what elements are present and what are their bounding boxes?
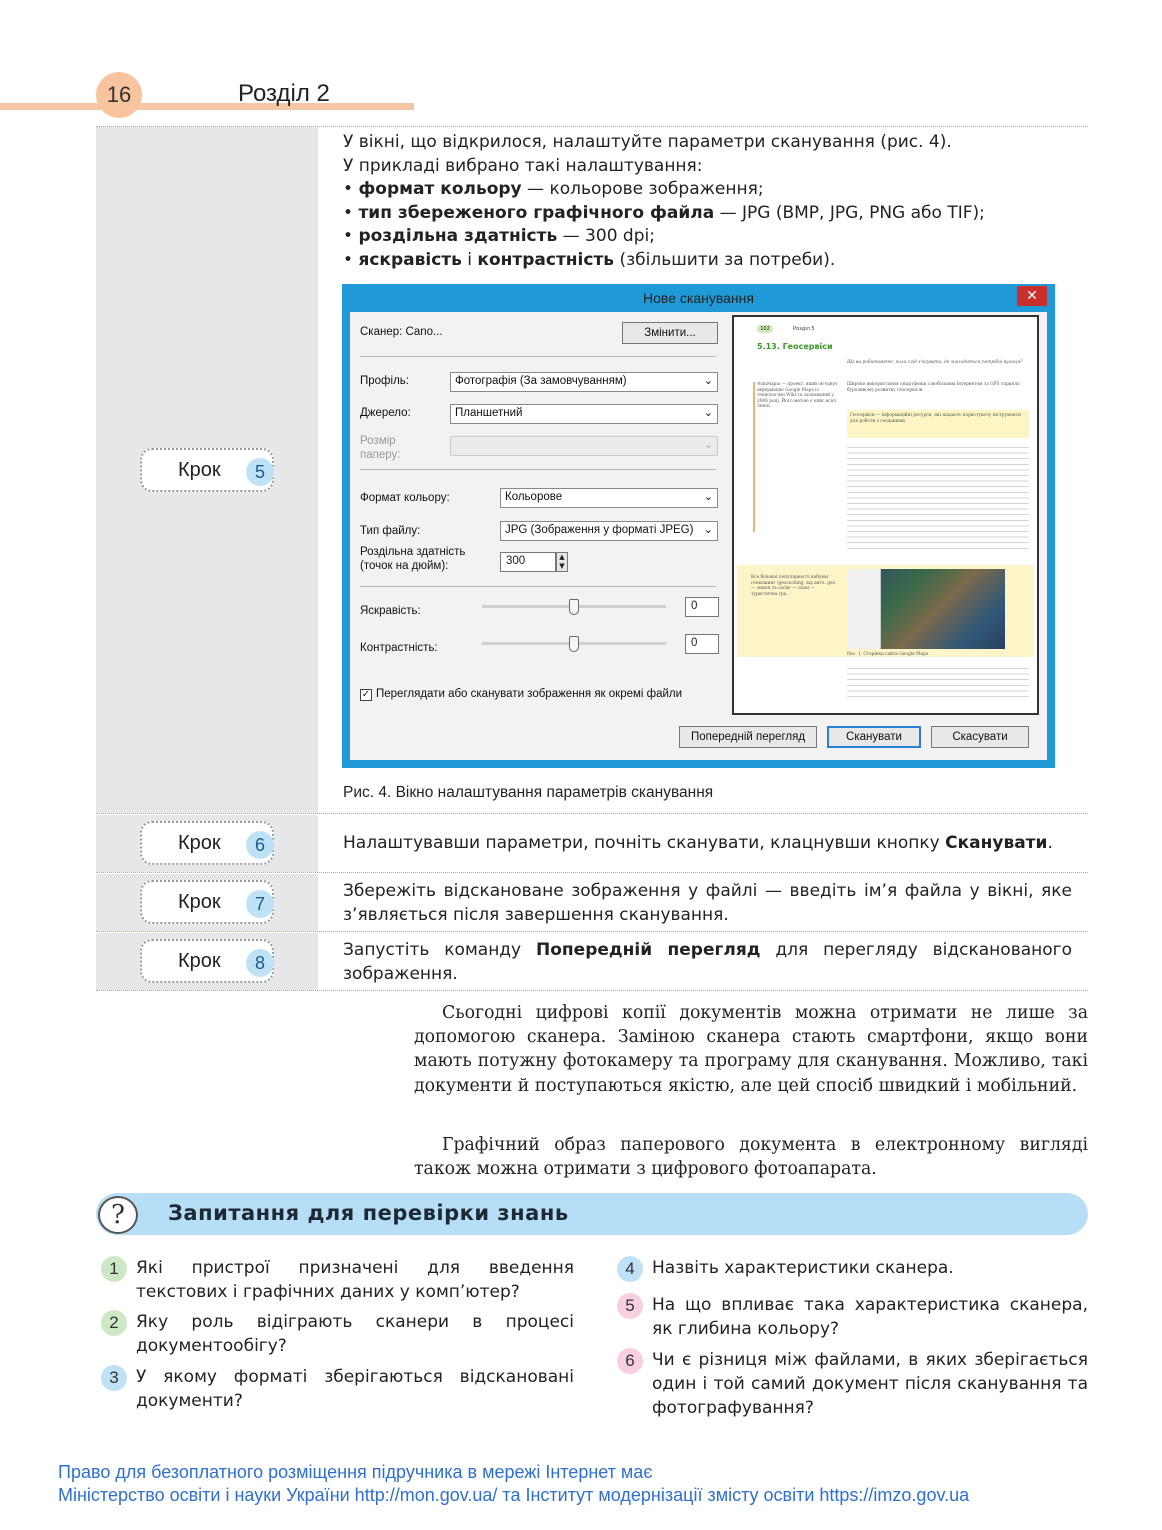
preview-yellow-column: Все більшої популярності набуває геокешинг (geocaching, від англ. geo — земля та cache — схов) — туристична гра.	[751, 575, 836, 597]
contrast-label: Контрастність:	[360, 642, 438, 654]
question-number: 4	[617, 1256, 643, 1282]
page-number: 16	[96, 72, 142, 118]
resolution-input[interactable]: 300	[500, 552, 556, 572]
step-text-end: для перегляду відсканованого зображення.	[343, 940, 1072, 984]
footer-line-1: Право для безоплатного розміщення підручника в мережі Інтернет має	[58, 1462, 653, 1482]
separate-files-checkbox[interactable]: ✓	[361, 689, 371, 700]
step-down-icon[interactable]: ▼	[559, 562, 565, 570]
chevron-down-icon: ⌄	[703, 407, 713, 419]
brightness-label: Яскравість:	[360, 605, 421, 617]
figure-caption: Рис. 4. Вікно налаштування параметрів сканування	[343, 784, 714, 801]
step-7-text: Збережіть відскановане зображення у файлі — введіть ім’я файла у вікні, яке з’являється після завершення сканування.	[343, 881, 1072, 925]
paper-size-select	[450, 436, 718, 456]
preview-body-lines	[847, 444, 1029, 552]
step-5-pill	[140, 448, 274, 492]
profile-label: Профіль:	[360, 375, 409, 387]
bullet-bold: яскравість	[358, 249, 462, 270]
preview-bottom-lines	[847, 665, 1029, 699]
question-number: 3	[101, 1365, 127, 1391]
body-paragraph: Графічний образ паперового документа в електронному вигляді також можна отримати з цифрового фотоапарата.	[414, 1135, 1088, 1180]
color-format-label: Формат кольору:	[360, 492, 450, 504]
intro-line-2: У прикладі вибрано такі налаштування:	[343, 155, 703, 176]
section-title: Розділ 2	[238, 80, 330, 107]
bullet-4: • яскравість і контрастність (збільшити за потреби).	[343, 249, 836, 270]
contrast-slider-thumb[interactable]	[569, 636, 579, 652]
step-text-start: Запустіть команду	[343, 940, 537, 960]
preview-page-number: 102	[757, 325, 773, 333]
resolution-label: Роздільна здатність (точок на дюйм):	[360, 546, 466, 572]
bullet-2: • тип збереженого графічного файла — JPG (BMP, JPG, PNG або TIF);	[343, 202, 985, 223]
file-type-value: JPG (Зображення у форматі JPEG)	[505, 524, 694, 536]
preview-map-sidebar	[847, 569, 881, 649]
chevron-down-icon: ⌄	[703, 524, 713, 536]
color-format-value: Кольорове	[505, 491, 563, 503]
preview-button[interactable]: Попередній перегляд	[679, 726, 817, 748]
step-word: Крок	[178, 832, 221, 854]
file-type-select[interactable]	[500, 521, 718, 541]
step-number: 5	[246, 458, 274, 486]
question-item: На що впливає така характеристика сканера, як глибина кольору?	[652, 1295, 1088, 1339]
question-item: Чи є різниця між файлами, в яких зберігається один і той самий документ після сканування та фотографування?	[652, 1350, 1088, 1418]
question-mark-icon: ?	[98, 1196, 138, 1234]
footer-line-2: Міністерство освіти і науки України http://mon.gov.ua/ та Інститут модернізації змісту освіти https://imzo.gov.ua	[58, 1485, 970, 1505]
chevron-down-icon: ⌄	[703, 491, 713, 503]
step-7-pill	[140, 880, 274, 924]
step-text-bold: Сканувати	[945, 833, 1048, 853]
file-type-label: Тип файлу:	[360, 525, 421, 537]
cancel-button[interactable]: Скасувати	[931, 726, 1029, 748]
close-icon[interactable]: ✕	[1017, 286, 1047, 306]
preview-definition: Геосервіси — інформаційні ресурси, які надають користувачу інструменти для роботи з геоданими.	[847, 410, 1029, 438]
bullet-mid: і	[461, 249, 478, 270]
body-paragraph: Сьогодні цифрові копії документів можна отримати не лише за допомогою сканера. Заміною сканера стають смартфони, якщо вони мають потужну фотокамеру та програму для сканування. Можливо, такі документи й поступаються якістю, але цей спосіб швидкий і мобільний.	[414, 1003, 1088, 1096]
question-item: Які пристрої призначені для введення текстових і графічних даних у комп’ютер?	[136, 1258, 574, 1302]
bullet-3: • роздільна здатність — 300 dpi;	[343, 226, 655, 246]
step-up-icon[interactable]: ▲	[559, 553, 565, 561]
bullet-rest: — 300 dpi;	[557, 226, 655, 246]
bullet-rest: — JPG (BMP, JPG, PNG або TIF);	[714, 202, 985, 223]
chevron-down-icon: ⌄	[703, 439, 713, 451]
source-label: Джерело:	[360, 407, 411, 419]
resolution-stepper[interactable]	[556, 552, 568, 572]
step-word: Крок	[178, 459, 221, 481]
step-7-row	[96, 874, 1088, 932]
scanner-label: Сканер: Cano...	[360, 326, 443, 338]
profile-select[interactable]	[450, 372, 718, 392]
question-item: У якому форматі зберігаються відскановані документи?	[136, 1367, 574, 1411]
dialog-title: Нове сканування	[643, 289, 754, 306]
question-number: 1	[101, 1256, 127, 1282]
new-scan-dialog	[342, 284, 1055, 768]
brightness-slider-thumb[interactable]	[569, 599, 579, 615]
color-format-select[interactable]	[500, 488, 718, 508]
dialog-body	[350, 312, 1047, 760]
divider	[360, 356, 716, 357]
question-number: 6	[617, 1348, 643, 1374]
step-number: 8	[246, 949, 274, 977]
bullet-bold-2: контрастність	[477, 249, 615, 270]
scan-preview	[732, 315, 1039, 715]
step-5-text	[343, 131, 1072, 272]
question-number: 5	[617, 1293, 643, 1319]
divider	[360, 469, 716, 470]
brightness-input[interactable]: 0	[685, 597, 719, 617]
bullet-rest: (збільшити за потреби).	[614, 249, 836, 270]
preview-left-column: WikiMapia — проект, який об'єднує інформацію Google Maps із технологією Wiki та заснований у 2006 році. Його метою є опис всієї Землі.	[753, 382, 839, 532]
source-value: Планшетний	[455, 407, 523, 419]
preview-right-column: Широке використання смартфонів з мобільним Інтернетом та GPS сприяло бурхливому розвитку геосервісів.	[847, 382, 1020, 393]
step-word: Крок	[178, 950, 221, 972]
preview-page	[737, 320, 1034, 710]
header-accent-bar	[0, 103, 414, 110]
question-item: Назвіть характеристики сканера.	[652, 1258, 954, 1278]
profile-value: Фотографія (За замовчуванням)	[455, 375, 627, 387]
step-6-row	[96, 815, 1088, 873]
intro-line-1: У вікні, що відкрилося, налаштуйте параметри сканування (рис. 4).	[343, 132, 952, 152]
paper-size-label: Розмір паперу:	[360, 435, 401, 461]
step-6-text	[343, 831, 1072, 855]
step-text-end: .	[1047, 833, 1053, 853]
preview-heading: 5.13. Геосервіси	[757, 342, 833, 351]
questions-title: Запитання для перевірки знань	[168, 1201, 569, 1225]
contrast-input[interactable]: 0	[685, 634, 719, 654]
step-6-pill	[140, 821, 274, 865]
preview-map-caption: Рис. 1. Сторінка сайта Google Maps	[847, 652, 928, 657]
bullet-bold: роздільна здатність	[358, 226, 558, 246]
step-word: Крок	[178, 891, 221, 913]
preview-section: Розділ 5	[793, 326, 815, 332]
step-label-cell	[96, 874, 318, 931]
preview-question: Що ви робитимете, коли слід з'ясувати, де знаходиться потрібні вулиця?	[847, 360, 1023, 365]
step-label-cell	[96, 933, 318, 990]
step-number: 6	[246, 831, 274, 859]
bullet-1: • формат кольору — кольорове зображення;	[343, 179, 764, 199]
step-number: 7	[246, 890, 274, 918]
source-select[interactable]	[450, 404, 718, 424]
chevron-down-icon: ⌄	[703, 375, 713, 387]
bullet-bold: тип збереженого графічного файла	[358, 202, 715, 223]
step-8-pill	[140, 939, 274, 983]
step-8-text	[343, 938, 1072, 986]
question-number: 2	[101, 1310, 127, 1336]
bullet-bold: формат кольору	[358, 179, 522, 199]
change-scanner-button[interactable]: Змінити...	[622, 322, 718, 344]
question-item: Яку роль відіграють сканери в процесі документообігу?	[136, 1312, 574, 1356]
step-8-row	[96, 933, 1088, 991]
scan-button[interactable]: Сканувати	[827, 726, 921, 748]
step-label-cell	[96, 815, 318, 872]
bullet-rest: — кольорове зображення;	[521, 179, 764, 199]
step-text-bold: Попередній перегляд	[536, 940, 761, 960]
divider	[360, 586, 716, 587]
step-text-start: Налаштувавши параметри, почніть сканувати, клацнувши кнопку	[343, 833, 946, 853]
separate-files-label: Переглядати або сканувати зображення як окремі файли	[376, 688, 683, 700]
step-label-cell	[96, 127, 318, 813]
